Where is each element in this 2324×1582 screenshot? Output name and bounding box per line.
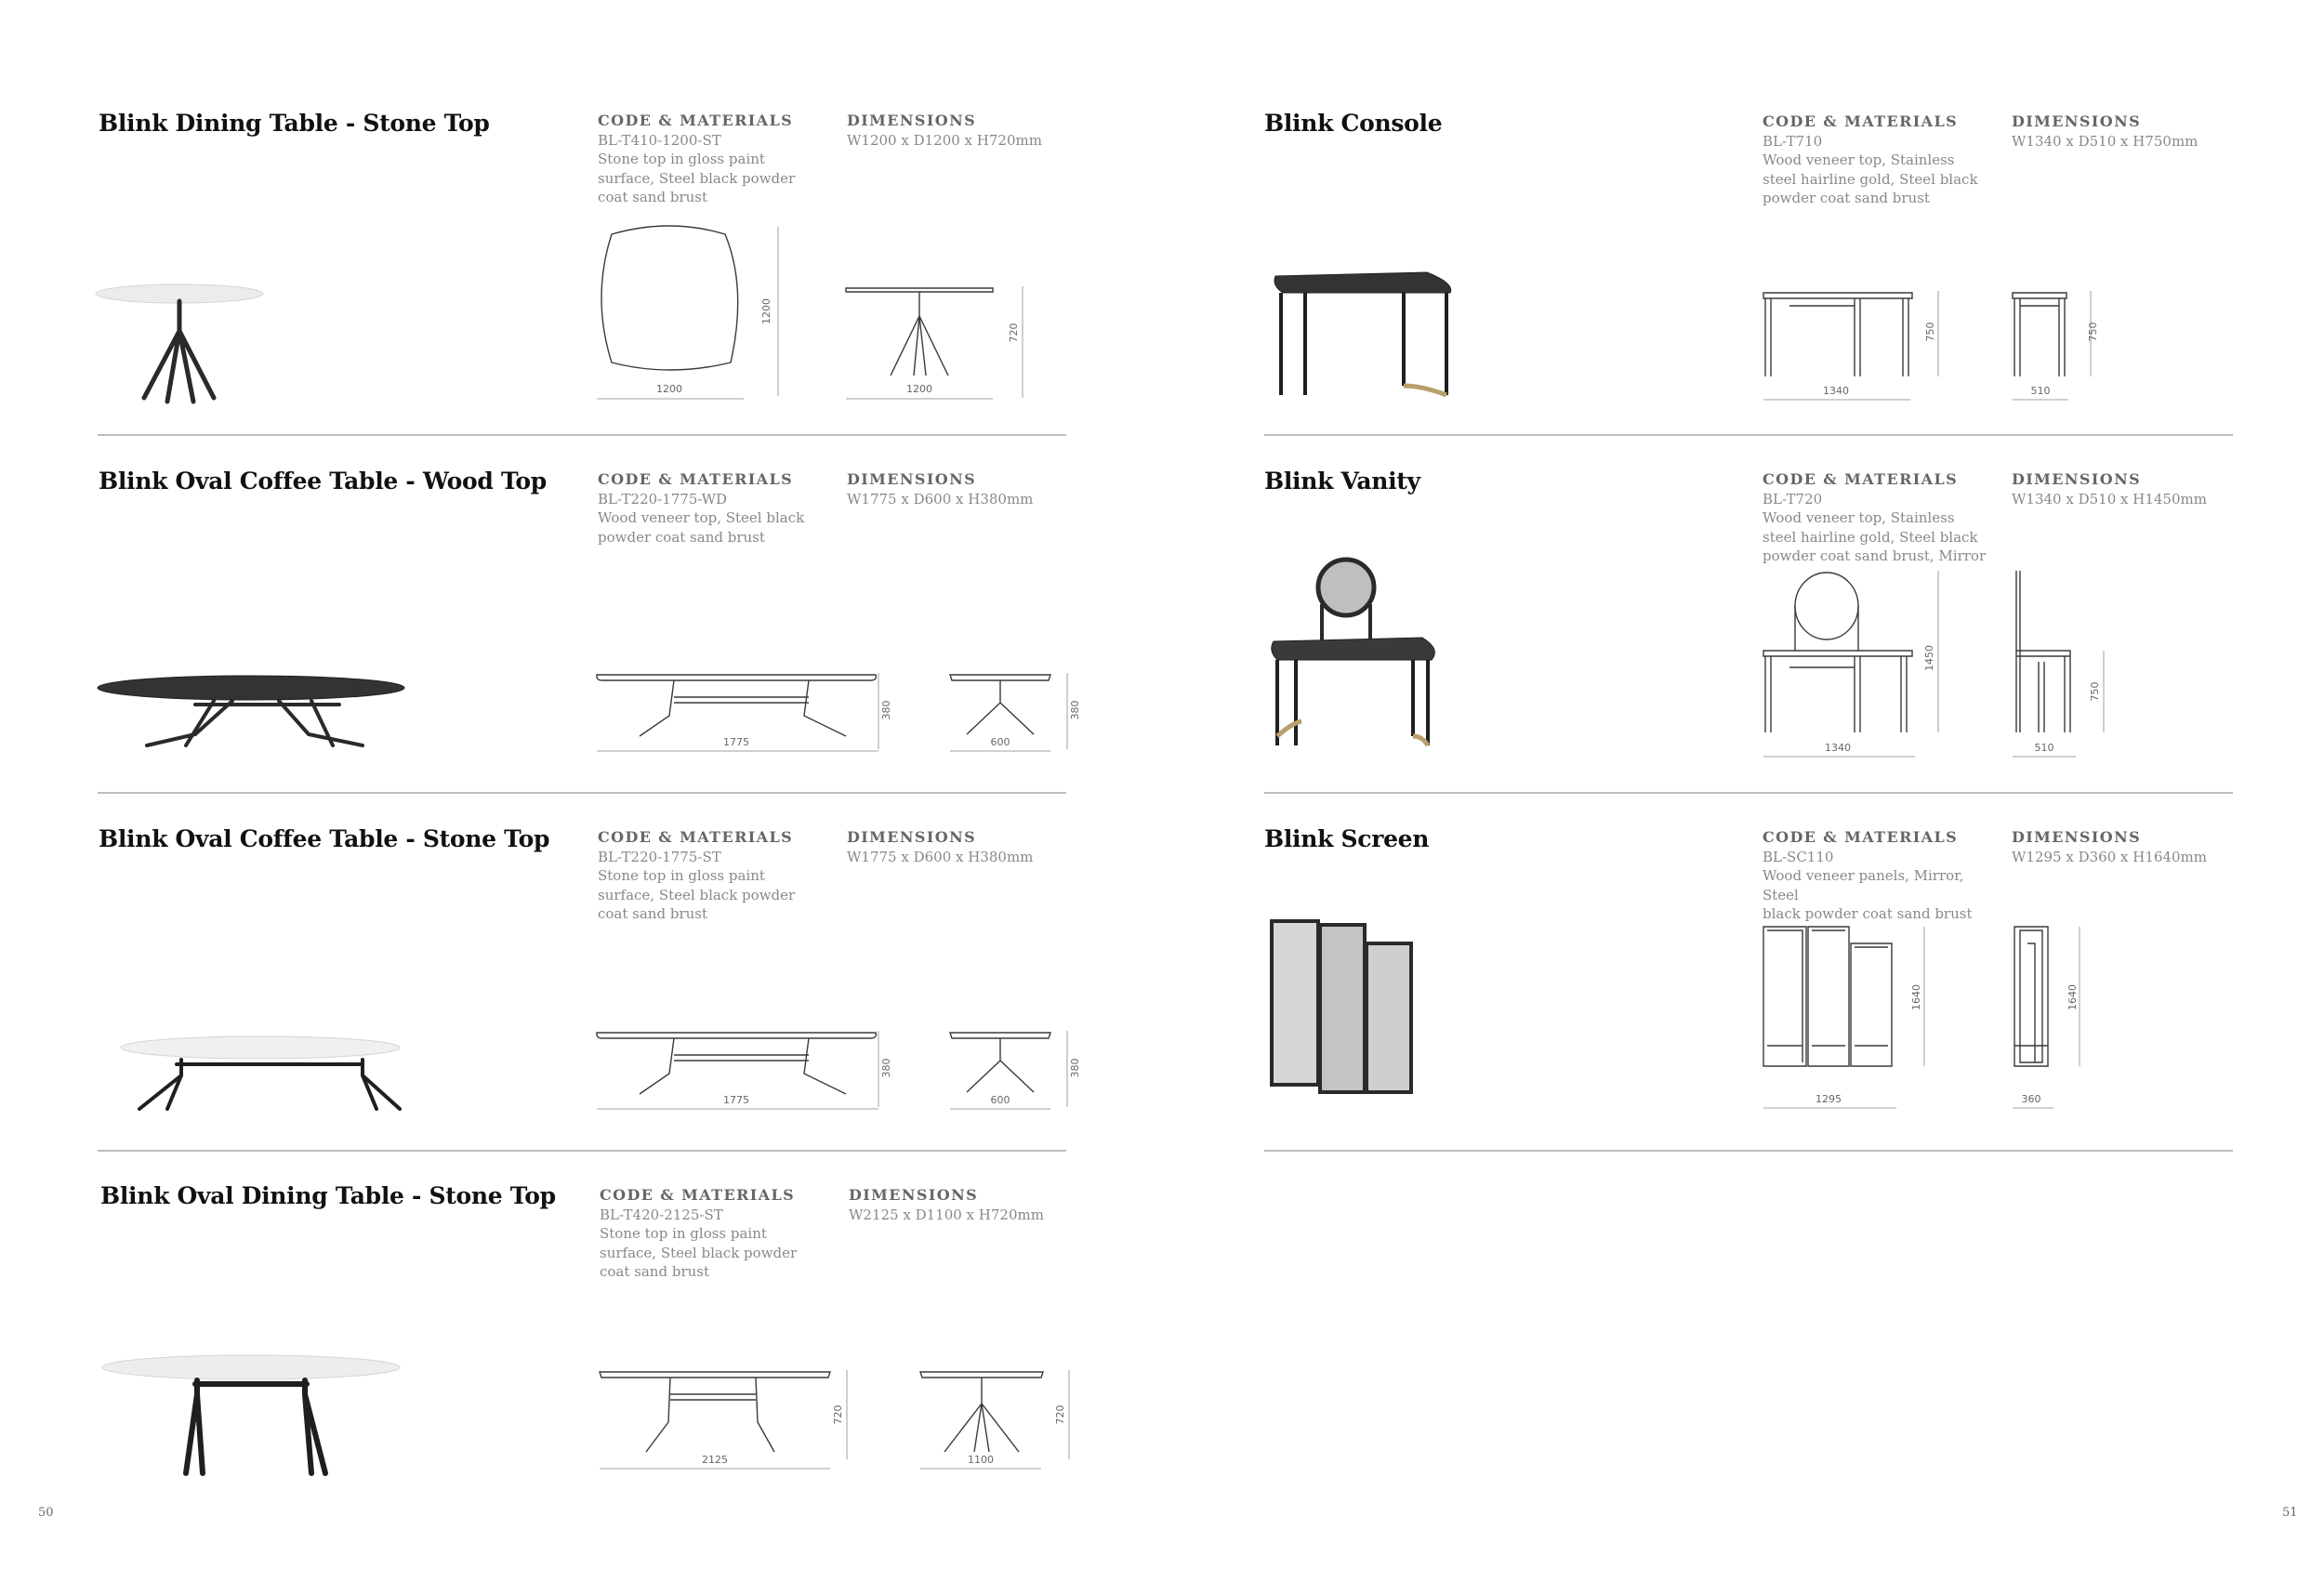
dim-label: 1450: [1923, 645, 1935, 671]
page-number-right: 51: [2282, 1506, 2298, 1520]
product-materials: Wood veneer top, Stainless steel hairline gold, Steel black powder coat sand brust, Mirror: [1763, 509, 1987, 564]
product-materials: Wood veneer top, Steel black powder coat sand brust: [598, 509, 805, 546]
front-view-drawing: [1762, 567, 1966, 762]
dim-label: 1200: [906, 383, 932, 395]
dimensions-label: DIMENSIONS: [2012, 470, 2142, 488]
product-title: Blink Dining Table - Stone Top: [99, 110, 490, 137]
product-title: Blink Console: [1264, 110, 1443, 137]
dim-label: 1640: [2067, 984, 2079, 1010]
side-view-drawing: [598, 1366, 867, 1478]
product-materials: Wood veneer panels, Mirror, Steel black powder coat sand brust: [1763, 867, 1973, 922]
divider: [98, 792, 1066, 794]
side-view-drawing: [2011, 283, 2122, 404]
dim-label: 380: [1069, 1058, 1081, 1078]
product-dimensions: W1340 x D510 x H1450mm: [2012, 491, 2207, 508]
product-code: BL-T410-1200-ST: [598, 132, 721, 149]
product-materials: Wood veneer top, Stainless steel hairline gold, Steel black powder coat sand brust: [1763, 152, 1978, 206]
code-materials-label: CODE & MATERIALS: [598, 470, 794, 488]
dim-label: 1295: [1816, 1093, 1842, 1105]
dim-label: 380: [1069, 700, 1081, 720]
dimensions-label: DIMENSIONS: [2012, 112, 2142, 130]
dim-label: 1775: [723, 1094, 749, 1106]
product-title: Blink Vanity: [1264, 468, 1420, 494]
side-view-drawing: [595, 669, 892, 762]
product-code: BL-T420-2125-ST: [600, 1206, 723, 1223]
dim-label: 360: [2021, 1093, 2041, 1105]
dim-label: 1100: [968, 1454, 994, 1466]
product-dimensions: W2125 x D1100 x H720mm: [849, 1206, 1044, 1223]
product-dimensions: W1200 x D1200 x H720mm: [847, 132, 1042, 149]
divider: [98, 434, 1066, 436]
divider: [1264, 792, 2233, 794]
dim-label: 750: [2089, 681, 2101, 702]
product-photo: [93, 669, 409, 771]
product-code: BL-T720: [1763, 491, 1823, 508]
product-title: Blink Oval Coffee Table - Wood Top: [99, 468, 547, 494]
side-view-drawing: [2011, 567, 2122, 762]
side-view-drawing: [844, 279, 1049, 409]
product-dimensions: W1775 x D600 x H380mm: [847, 849, 1034, 865]
dim-label: 2125: [702, 1454, 728, 1466]
dim-label: 600: [990, 1094, 1010, 1106]
dim-label: 510: [2030, 385, 2051, 397]
dimensions-label: DIMENSIONS: [2012, 828, 2142, 846]
product-photo: [1264, 916, 1450, 1120]
dim-label: 720: [1054, 1404, 1066, 1425]
product-photo: [1264, 265, 1469, 414]
dimensions-label: DIMENSIONS: [847, 112, 977, 129]
divider: [1264, 434, 2233, 436]
product-code: BL-T220-1775-WD: [598, 491, 728, 508]
dim-label: 600: [990, 736, 1010, 748]
dim-label: 1340: [1823, 385, 1849, 397]
product-photo: [93, 1352, 446, 1483]
dim-label: 750: [2087, 322, 2099, 342]
front-view-drawing: [948, 1027, 1088, 1120]
dim-label: 1775: [723, 736, 749, 748]
product-dimensions: W1295 x D360 x H1640mm: [2012, 849, 2207, 865]
dimensions-label: DIMENSIONS: [847, 828, 977, 846]
product-dimensions: W1340 x D510 x H750mm: [2012, 133, 2199, 150]
dim-label: 1200: [656, 383, 682, 395]
code-materials-label: CODE & MATERIALS: [598, 828, 794, 846]
product-photo: [1264, 539, 1450, 762]
product-code: BL-T710: [1763, 133, 1823, 150]
dim-label: 380: [880, 1058, 892, 1078]
dim-label: 1200: [760, 298, 772, 324]
divider: [98, 1150, 1066, 1152]
dim-label: 1640: [1910, 984, 1922, 1010]
code-materials-label: CODE & MATERIALS: [1763, 470, 1959, 488]
product-code: BL-T220-1775-ST: [598, 849, 721, 865]
front-view-drawing: [1762, 925, 1966, 1120]
dim-label: 1340: [1825, 742, 1851, 754]
side-view-drawing: [595, 1027, 892, 1120]
dim-label: 510: [2034, 742, 2054, 754]
product-photo: [93, 279, 279, 409]
dim-label: 720: [1008, 323, 1020, 343]
product-title: Blink Oval Dining Table - Stone Top: [100, 1182, 556, 1209]
product-title: Blink Oval Coffee Table - Stone Top: [99, 825, 550, 852]
product-code: BL-SC110: [1763, 849, 1834, 865]
dim-label: 380: [880, 700, 892, 720]
product-materials: Stone top in gloss paint surface, Steel black powder coat sand brust: [598, 867, 796, 922]
product-materials: Stone top in gloss paint surface, Steel black powder coat sand brust: [598, 151, 796, 205]
front-view-drawing: [918, 1366, 1076, 1478]
page-number-left: 50: [38, 1506, 54, 1520]
top-view-drawing: [595, 223, 799, 409]
side-view-drawing: [2011, 925, 2122, 1120]
front-view-drawing: [948, 669, 1088, 762]
code-materials-label: CODE & MATERIALS: [598, 112, 794, 129]
dimensions-label: DIMENSIONS: [847, 470, 977, 488]
product-dimensions: W1775 x D600 x H380mm: [847, 491, 1034, 508]
code-materials-label: CODE & MATERIALS: [1763, 112, 1959, 130]
divider: [1264, 1150, 2233, 1152]
product-materials: Stone top in gloss paint surface, Steel black powder coat sand brust: [600, 1225, 798, 1280]
front-view-drawing: [1762, 283, 1966, 404]
code-materials-label: CODE & MATERIALS: [1763, 828, 1959, 846]
product-title: Blink Screen: [1264, 825, 1430, 852]
dim-label: 720: [832, 1404, 844, 1425]
product-photo: [93, 1027, 409, 1129]
code-materials-label: CODE & MATERIALS: [600, 1186, 796, 1204]
dim-label: 750: [1924, 322, 1936, 342]
dimensions-label: DIMENSIONS: [849, 1186, 979, 1204]
